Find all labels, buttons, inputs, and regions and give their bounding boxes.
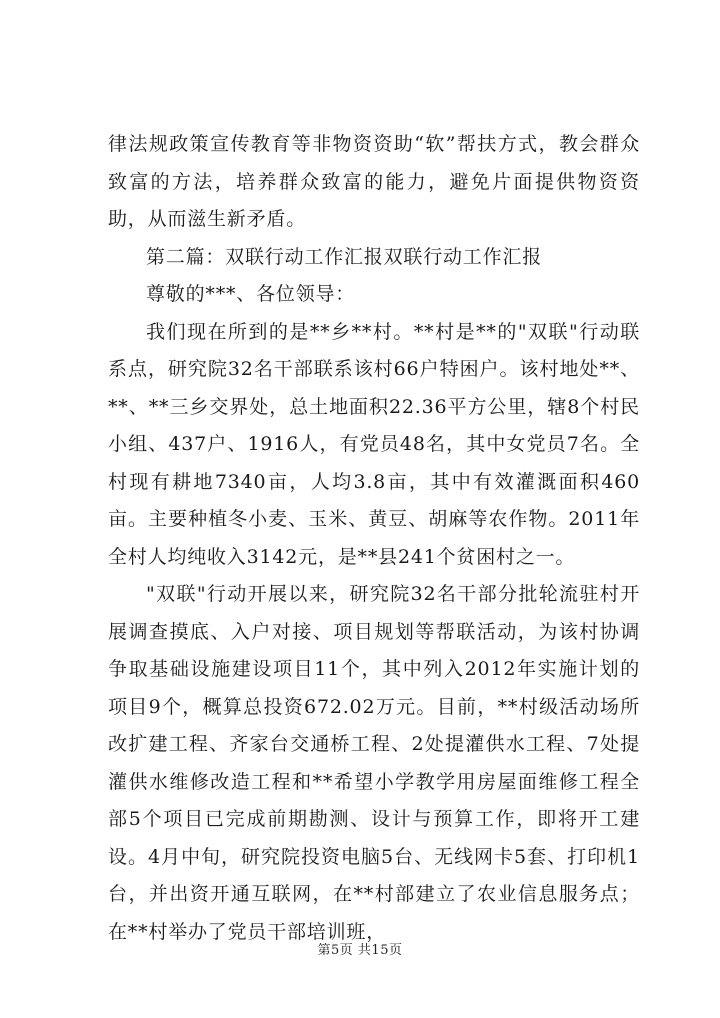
paragraph-continuation: 律法规政策宣传教育等非物资资助“软”帮扶方式，教会群众致富的方法，培养群众致富的能力，避免片面提供物资资助，从而滋生新矛盾。 xyxy=(108,133,640,230)
page-number-footer: 第5页 共15页 xyxy=(317,943,403,958)
paragraph-village-overview: 我们现在所到的是**乡**村。**村是**的"双联"行动联系点，研究院32名干部联系该村66户特困户。该村地处**、**、**三乡交界处，总土地面积22.36平方公里，辖8个村民小组、437户、1916人，有党员48名，其中女党员7名。全村现有耕地7340亩，人均3.8亩，其中有效灌溉面积460亩。主要种植冬小麦、玉米、黄豆、胡麻等农作物。2011年全村人均纯收入3142元，是**县241个贫困村之一。 xyxy=(108,320,640,568)
salutation: 尊敬的***、各位领导： xyxy=(146,283,356,305)
document-body xyxy=(108,126,640,951)
paragraph-action-progress: "双联"行动开展以来，研究院32名干部分批轮流驻村开展调查摸底、入户对接、项目规划等帮联活动，为该村协调争取基础设施建设项目11个，其中列入2012年实施计划的项目9个，概算总投资672.02万元。目前，**村级活动场所改扩建工程、齐家台交通桥工程、2处提灌供水工程、7处提灌供水维修改造工程和**希望小学教学用房屋面维修工程全部5个项目已完成前期勘测、设计与预算工作，即将开工建设。4月中旬，研究院投资电脑5台、无线网卡5套、打印机1台，并出资开通互联网，在**村部建立了农业信息服务点；在**村举办了党员干部培训班， xyxy=(108,583,640,943)
section-heading: 第二篇：双联行动工作汇报双联行动工作汇报 xyxy=(146,245,543,268)
